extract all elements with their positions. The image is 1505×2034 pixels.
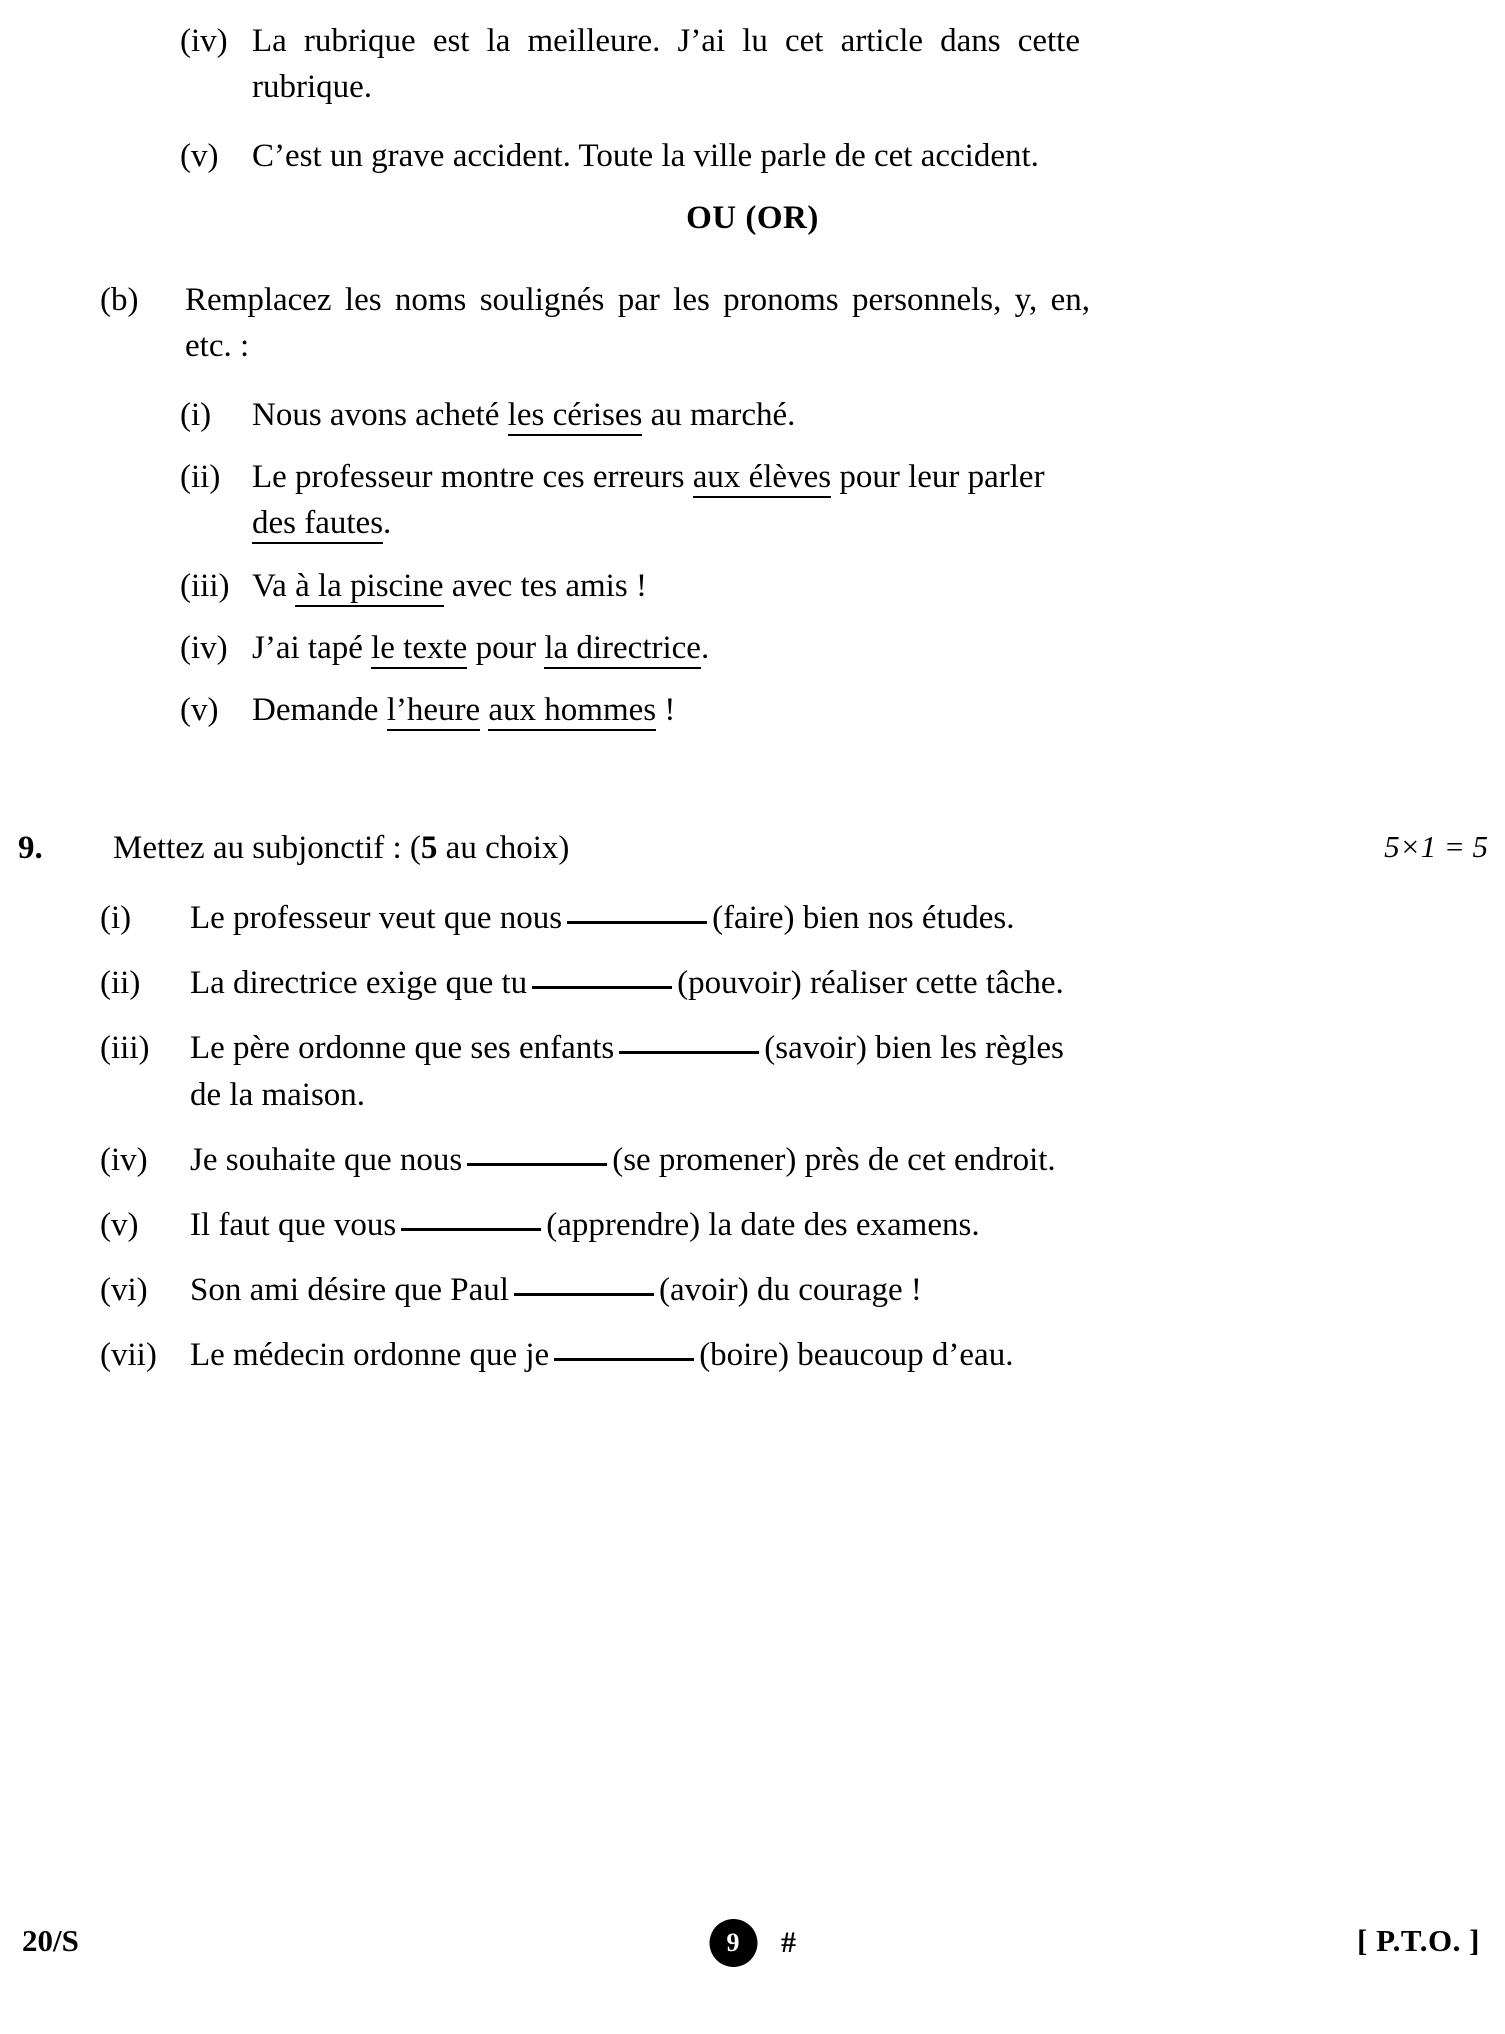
item-marker: (i) xyxy=(180,397,212,433)
page-footer xyxy=(0,1919,1505,1979)
item-marker: (ii) xyxy=(180,459,221,496)
item-text-pre: Son ami désire que Paul xyxy=(190,1272,509,1309)
page-number-badge: 9 xyxy=(709,1919,757,1967)
item-text-post: (faire) bien nos études. xyxy=(712,900,1015,936)
paper-code: 20/S xyxy=(22,1923,79,1958)
item-text-pre: Le professeur montre ces erreurs xyxy=(252,459,693,496)
item-text-post: (pouvoir) réaliser cette tâche. xyxy=(677,965,1064,1002)
item-text-pre: Demande xyxy=(252,691,387,728)
item-marker: (vi) xyxy=(100,1272,148,1309)
item-text-mid: au marché. xyxy=(642,397,796,433)
item-text-post: (apprendre) la date des examens. xyxy=(546,1206,980,1243)
item-text xyxy=(252,454,1090,546)
underlined-noun: les cérises xyxy=(508,397,643,436)
item-text xyxy=(190,1202,1100,1248)
item-text xyxy=(190,1137,1100,1183)
question-number: 9. xyxy=(18,830,43,866)
list-item xyxy=(180,687,1090,733)
item-text-pre: La directrice exige que tu xyxy=(190,965,528,1002)
underlined-noun-2: des fautes xyxy=(252,505,383,544)
item-text-post: . xyxy=(383,505,392,542)
list-item xyxy=(100,1332,1100,1378)
item-marker: (vii) xyxy=(100,1337,157,1374)
section-b-marker: (b) xyxy=(100,282,139,318)
list-item xyxy=(180,454,1090,546)
question-9-header xyxy=(18,825,1488,871)
item-text xyxy=(252,563,1090,609)
list-item xyxy=(100,1202,1100,1248)
item-marker: (iv) xyxy=(100,1141,148,1178)
pto-label: [ P.T.O. ] xyxy=(1357,1923,1480,1958)
item-text-post: ! xyxy=(656,691,676,728)
question-item-a-iv xyxy=(180,18,1080,110)
section-b-items xyxy=(180,392,1090,733)
or-heading: OU (OR) xyxy=(686,200,819,236)
underlined-noun-2: la directrice xyxy=(544,630,701,669)
section-b-instruction xyxy=(100,277,1090,369)
footer-center xyxy=(709,1919,796,1967)
item-marker: (iv) xyxy=(180,629,228,666)
item-text xyxy=(252,392,1090,438)
answer-blank[interactable] xyxy=(401,1228,541,1231)
list-item xyxy=(180,563,1090,609)
item-text-pre: Nous avons acheté xyxy=(252,397,508,433)
underlined-noun-2: aux hommes xyxy=(488,692,656,731)
item-text: La rubrique est la meilleure. J’ai lu cet article dans cette rubrique. xyxy=(252,23,1080,106)
item-marker: (v) xyxy=(180,138,219,174)
underlined-noun: aux élèves xyxy=(693,459,831,498)
answer-blank[interactable] xyxy=(467,1163,607,1166)
item-marker: (i) xyxy=(100,900,132,936)
list-item xyxy=(180,392,1090,438)
item-text-mid: pour xyxy=(467,629,545,666)
list-item xyxy=(100,960,1100,1006)
item-text xyxy=(190,1025,1100,1117)
list-item xyxy=(100,1267,1100,1313)
item-marker: (iv) xyxy=(180,23,228,59)
item-marker: (v) xyxy=(180,691,219,728)
item-text-pre: Le professeur veut que nous xyxy=(190,900,563,936)
item-text-mid: pour leur parler xyxy=(831,459,1045,496)
item-text-pre: J’ai tapé xyxy=(252,629,372,666)
item-text xyxy=(252,687,1090,733)
item-text-pre: Il faut que vous xyxy=(190,1206,397,1243)
instruction-post: au choix) xyxy=(437,830,570,866)
item-text: C’est un grave accident. Toute la ville parle de cet accident. xyxy=(252,138,1039,174)
question-instruction xyxy=(113,825,1384,871)
item-marker: (iii) xyxy=(180,567,230,604)
item-text-post: (avoir) du courage ! xyxy=(658,1272,922,1309)
answer-blank[interactable] xyxy=(532,986,672,989)
item-text-mid: avec tes amis ! xyxy=(443,567,647,604)
item-text xyxy=(190,1267,1100,1313)
item-text xyxy=(190,895,1100,941)
answer-blank[interactable] xyxy=(619,1051,759,1054)
question-9-items xyxy=(100,895,1100,1379)
item-marker: (ii) xyxy=(100,965,141,1002)
answer-blank[interactable] xyxy=(554,1358,694,1361)
underlined-noun: à la piscine xyxy=(295,568,443,607)
list-item xyxy=(180,625,1090,671)
section-b-instruction-text: Remplacez les noms soulignés par les pronoms personnels, y, en, etc. : xyxy=(185,282,1090,365)
item-text-post: (se promener) près de cet endroit. xyxy=(612,1141,1056,1178)
answer-blank[interactable] xyxy=(514,1293,654,1296)
item-marker: (v) xyxy=(100,1206,139,1243)
marks-allocation: 5×1 = 5 xyxy=(1384,829,1488,864)
item-text-post: . xyxy=(700,629,710,666)
item-text-pre: Le père ordonne que ses enfants xyxy=(190,1030,615,1067)
item-text-pre: Le médecin ordonne que je xyxy=(190,1337,550,1374)
list-item xyxy=(100,1025,1100,1117)
item-marker: (iii) xyxy=(100,1030,150,1067)
list-item xyxy=(100,895,1100,941)
item-text-post: (savoir) bien les règles de la maison. xyxy=(190,1030,1064,1113)
item-text xyxy=(190,1332,1100,1378)
hash-icon: # xyxy=(781,1926,796,1959)
instruction-pre: Mettez au subjonctif : ( xyxy=(113,830,421,866)
underlined-noun: l’heure xyxy=(387,692,480,731)
item-text xyxy=(252,625,1090,671)
list-item xyxy=(100,1137,1100,1183)
item-text-pre: Je souhaite que nous xyxy=(190,1141,463,1178)
instruction-count: 5 xyxy=(420,830,438,866)
question-item-a-v xyxy=(180,133,1080,179)
underlined-noun: le texte xyxy=(371,630,467,669)
item-text-post: (boire) beaucoup d’eau. xyxy=(699,1337,1014,1374)
item-text xyxy=(190,960,1100,1006)
answer-blank[interactable] xyxy=(567,921,707,924)
item-text-pre: Va xyxy=(252,567,296,604)
